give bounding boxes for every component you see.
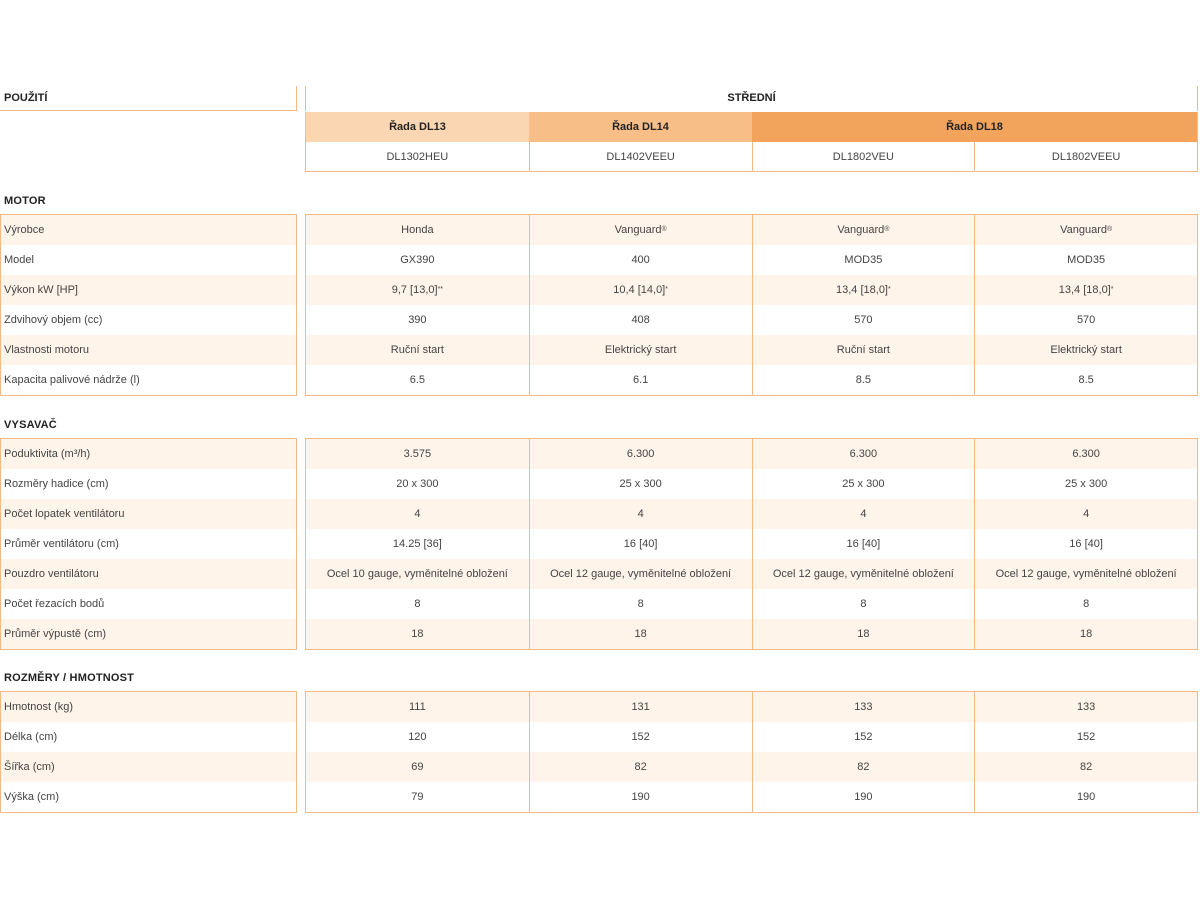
spec-value-row [306,499,1197,529]
spec-label: Vlastnosti motoru [4,344,89,356]
spec-value: 4 [529,499,752,529]
spec-value: 400 [529,245,752,275]
spec-value: 82 [974,752,1197,782]
spec-value: 25 x 300 [752,469,975,499]
spec-value: 3.575 [403,448,432,460]
spec-label-row [1,619,296,649]
spec-label-row [1,529,296,559]
spec-value: 82 [752,752,975,782]
spec-label: Kapacita palivové nádrže (l) [4,374,140,386]
spec-label-row [1,722,296,752]
spec-value-row [306,365,1197,395]
spec-label-row [1,469,296,499]
model-name: DL1802VEU [752,142,975,171]
spec-label: Model [4,254,34,266]
spec-value: 8.5 [752,365,975,395]
spec-value-row [306,469,1197,499]
section-title-rozmery: ROZMĚRY / HMOTNOST [4,672,135,684]
spec-label: Hmotnost (kg) [4,701,74,713]
spec-value: 16 [40] [974,529,1197,559]
spec-label: Pouzdro ventilátoru [4,568,99,580]
spec-label-row [1,752,296,782]
spec-label: Počet lopatek ventilátoru [4,508,125,520]
spec-value: 18 [752,619,975,649]
spec-value: Ocel 12 gauge, vyměnitelné obložení [529,559,752,589]
spec-value: 6.300 [529,439,752,469]
spec-value-row [306,589,1197,619]
spec-label-row [1,365,296,395]
spec-value: 18 [411,628,424,640]
spec-value: 25 x 300 [529,469,752,499]
spec-value: Vanguard ® [752,215,975,245]
spec-label-row [1,589,296,619]
rozmery-labels [0,691,297,813]
spec-value: 69 [411,761,424,773]
section-title-vysavac: VYSAVAČ [4,419,57,431]
spec-label-row [1,559,296,589]
spec-label: Průměr ventilátoru (cm) [4,538,119,550]
spec-label-row [1,439,296,469]
spec-label: Výška (cm) [4,791,59,803]
spec-value: 4 [974,499,1197,529]
spec-value-row [306,559,1197,589]
spec-value: 408 [529,305,752,335]
vysavac-values [305,438,1198,650]
spec-value: 14.25 [36] [392,538,442,550]
spec-value: Vanguard ® [529,215,752,245]
spec-value: 131 [529,692,752,722]
spec-value: MOD35 [974,245,1197,275]
spec-value: Honda [401,224,434,236]
spec-value: 4 [752,499,975,529]
section-title-motor: MOTOR [4,195,46,207]
model-name: DL1402VEEU [529,142,752,171]
spec-value: 152 [974,722,1197,752]
motor-values [305,214,1198,396]
spec-label: Délka (cm) [4,731,58,743]
spec-value: 8.5 [974,365,1197,395]
spec-value-row [306,782,1197,812]
spec-value: 8 [974,589,1197,619]
spec-value: 25 x 300 [974,469,1197,499]
spec-value: 190 [752,782,975,812]
spec-value: 16 [40] [752,529,975,559]
spec-value-row [306,722,1197,752]
spec-label: Rozměry hadice (cm) [4,478,109,490]
model-header-row [305,142,1198,172]
spec-value: Ocel 12 gauge, vyměnitelné obložení [752,559,975,589]
spec-value: Ocel 10 gauge, vyměnitelné obložení [326,568,508,580]
spec-value: 190 [529,782,752,812]
spec-value: 82 [529,752,752,782]
rozmery-values [305,691,1198,813]
spec-label: Poduktivita (m³/h) [4,448,91,460]
spec-label-row [1,782,296,812]
spec-value: 8 [529,589,752,619]
spec-value: Vanguard ® [974,215,1197,245]
model-name: DL1802VEEU [974,142,1197,171]
spec-value: 6.300 [752,439,975,469]
spec-label: Zdvihový objem (cc) [4,314,103,326]
spec-value: Ruční start [390,344,444,356]
spec-value: Ruční start [752,335,975,365]
spec-label-row [1,305,296,335]
spec-value: 4 [414,508,421,520]
spec-value: MOD35 [752,245,975,275]
spec-value-row [306,335,1197,365]
usage-label: POUŽITÍ [4,92,48,104]
spec-value-row [306,305,1197,335]
series-header-row [305,112,1198,142]
spec-value: 8 [752,589,975,619]
spec-value-row [306,275,1197,305]
spec-value: 390 [408,314,427,326]
spec-value: 13,4 [18,0] * [974,275,1197,305]
spec-value: Elektrický start [529,335,752,365]
series-dl13: Řada DL13 [306,112,529,142]
spec-value: GX390 [400,254,435,266]
spec-label-row [1,275,296,305]
usage-label-cell [0,86,297,111]
spec-value: 79 [411,791,424,803]
spec-value: 570 [752,305,975,335]
spec-value: 13,4 [18,0] * [752,275,975,305]
spec-label-row [1,245,296,275]
spec-value: 6.5 [409,374,426,386]
spec-value: 10,4 [14,0] * [529,275,752,305]
spec-label: Výrobce [4,224,45,236]
spec-value: 9,7 [13,0] ** [391,284,444,296]
spec-value-row [306,215,1197,245]
series-dl14: Řada DL14 [529,112,752,142]
spec-value: 133 [974,692,1197,722]
spec-value-row [306,692,1197,722]
spec-label-row [1,335,296,365]
usage-value: STŘEDNÍ [305,86,1198,111]
spec-value: 190 [974,782,1197,812]
spec-value-row [306,439,1197,469]
spec-value: 570 [974,305,1197,335]
spec-value-row [306,245,1197,275]
model-name: DL1302HEU [386,150,449,163]
spec-value: 16 [40] [529,529,752,559]
vysavac-labels [0,438,297,650]
spec-value: Elektrický start [974,335,1197,365]
spec-label-row [1,499,296,529]
spec-label: Šířka (cm) [4,761,55,773]
spec-value: 18 [974,619,1197,649]
spec-label: Počet řezacích bodů [4,598,105,610]
spec-value-row [306,619,1197,649]
spec-label-row [1,692,296,722]
spec-label: Průměr výpustě (cm) [4,628,107,640]
series-dl18: Řada DL18 [752,112,1197,142]
spec-label: Výkon kW [HP] [4,284,78,296]
spec-value: 6.1 [529,365,752,395]
spec-value: 120 [408,731,427,743]
spec-value-row [306,529,1197,559]
spec-value: 8 [414,598,421,610]
spec-label-row [1,215,296,245]
spec-value-row [306,752,1197,782]
motor-labels [0,214,297,396]
spec-value: 18 [529,619,752,649]
spec-value: 152 [529,722,752,752]
spec-value: Ocel 12 gauge, vyměnitelné obložení [974,559,1197,589]
spec-value: 133 [752,692,975,722]
spec-value: 111 [409,701,426,713]
spec-value: 152 [752,722,975,752]
spec-value: 20 x 300 [396,478,439,490]
spec-value: 6.300 [974,439,1197,469]
